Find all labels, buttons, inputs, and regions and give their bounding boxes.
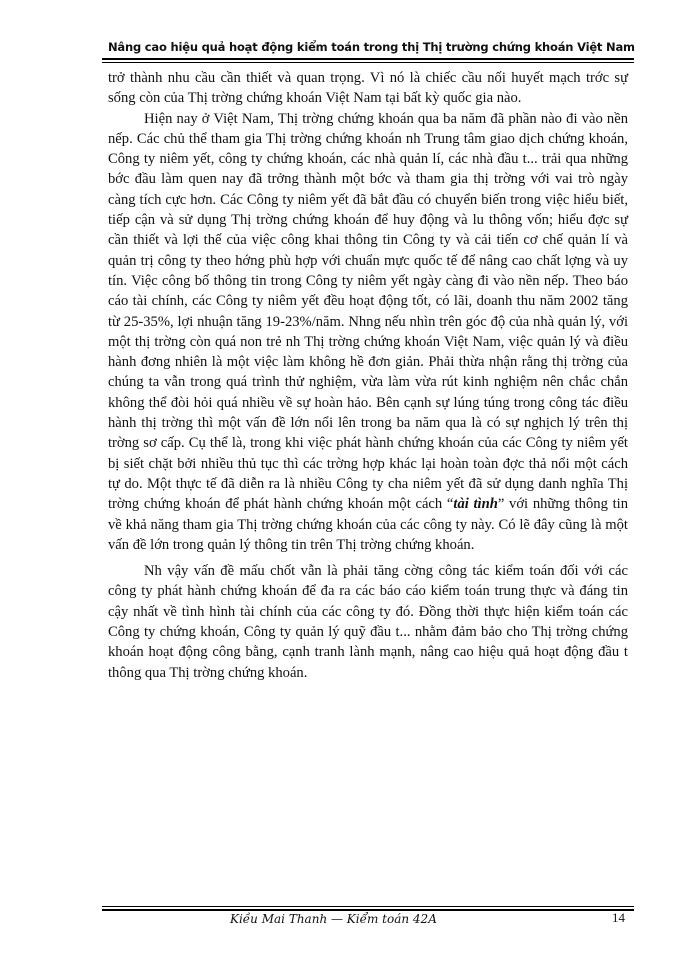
page-number: 14 bbox=[612, 910, 625, 925]
paragraph-2-text-b: ” với những thông tin về khả năng tham gia Thị trờng chứng khoán của các công ty này. Có lẽ đây cũng là một vấn đề lớn trong quản lý thông tin trên Thị trờng chứng khoán. bbox=[108, 496, 628, 553]
paragraph-1: trở thành nhu cầu cần thiết và quan trọng. Vì nó là chiếc cầu nối huyết mạch trớc sự sống còn của Thị trờng chứng khoán Việt Nam tại bất kỳ quốc gia nào. bbox=[108, 70, 628, 107]
paragraph-3: Nh vậy vấn đề mấu chốt vẫn là phải tăng cờng công tác kiểm toán đối với các công ty phát hành chứng khoán để đa ra các báo cáo kiểm toán trung thực và đáng tin cậy nhất về tình hình tài chính của các công ty đó. Đồng thời thực hiện kiểm toán các Công ty chứng khoán, Công ty quản lý quỹ đầu t... nhằm đảm bảo cho Thị trờng chứng khoán hoạt động công bằng, cạnh tranh lành mạnh, nâng cao hiệu quả hoạt động đầu t thông qua Thị trờng chứng khoán. bbox=[108, 563, 628, 681]
header-rule bbox=[102, 58, 634, 63]
paragraph-2-text-a: Hiện nay ở Việt Nam, Thị trờng chứng khoán qua ba năm đã phần nào đi vào nền nếp. Các chủ thể tham gia Thị trờng chứng khoán nh Trung tâm giao dịch chứng khoán, Công ty niêm yết, công ty chứng khoán, các nhà quản lí, các nhà đầu t... trải qua những bớc đầu làm quen nay đã trởng thành một bớc và tham gia thị trờng với vai trò ngày càng tích cực hơn. Các Công ty niêm yết đã bắt đầu có chuyển biến trong việc hiểu biết, tiếp cận và sử dụng Thị trờng chứng khoán để huy động và lu thông vốn; hiểu đợc sự cần thiết và lợi thế của việc công khai thông tin Công ty và cải tiến cơ chế quản lí và quản trị công ty theo hớng phù hợp với chuẩn mực quốc tế để nâng cao chất lợng và uy tín. Việc công bố thông tin trong Công ty niêm yết ngày càng đi vào nền nếp. Theo báo cáo tài chính, các Công ty niêm yết đều hoạt động tốt, có lãi, doanh thu năm 2002 tăng từ 25-35%, lợi nhuận tăng 19-23%/năm. Nhng nếu nhìn trên góc độ của nhà quản lý, với một thị trờng còn quá non trẻ nh Thị trờng chứng khoán Việt Nam, việc quản lý và điều hành đơng nhiên là một việc làm không hề đơn giản. Phải thừa nhận rằng thị trờng của chúng ta vẫn trong quá trình thử nghiệm, vừa làm vừa rút kinh nghiệm nên chắc chắn không thể đòi hỏi quá nhiều về sự hoàn hảo. Bên cạnh sự lúng túng trong công tác điều hành thị trờng thì một vấn đề lớn nổi lên trong ba năm qua là có sự nghịch lý trên thị trờng sơ cấp. Cụ thể là, trong khi việc phát hành chứng khoán của các Công ty niêm yết bị siết chặt bởi nhiều thủ tục thì các trờng hợp khác lại hoàn toàn đợc thả nổi một cách tự do. Một thực tế đã diễn ra là nhiều Công ty cha niêm yết đã sử dụng danh nghĩa Thị trờng chứng khoán để phát hành chứng khoán một cách “ bbox=[108, 110, 628, 513]
paragraph-2 bbox=[108, 109, 628, 556]
footer-rule bbox=[102, 906, 634, 911]
paragraph-2-emphasis: tài tình bbox=[453, 496, 498, 513]
footer-author: Kiều Mai Thanh — Kiểm toán 42A bbox=[230, 912, 437, 926]
document-body bbox=[108, 68, 628, 683]
page-header-title: Nâng cao hiệu quả hoạt động kiểm toán trong thị Thị trường chứng khoán Việt Nam bbox=[108, 40, 635, 54]
